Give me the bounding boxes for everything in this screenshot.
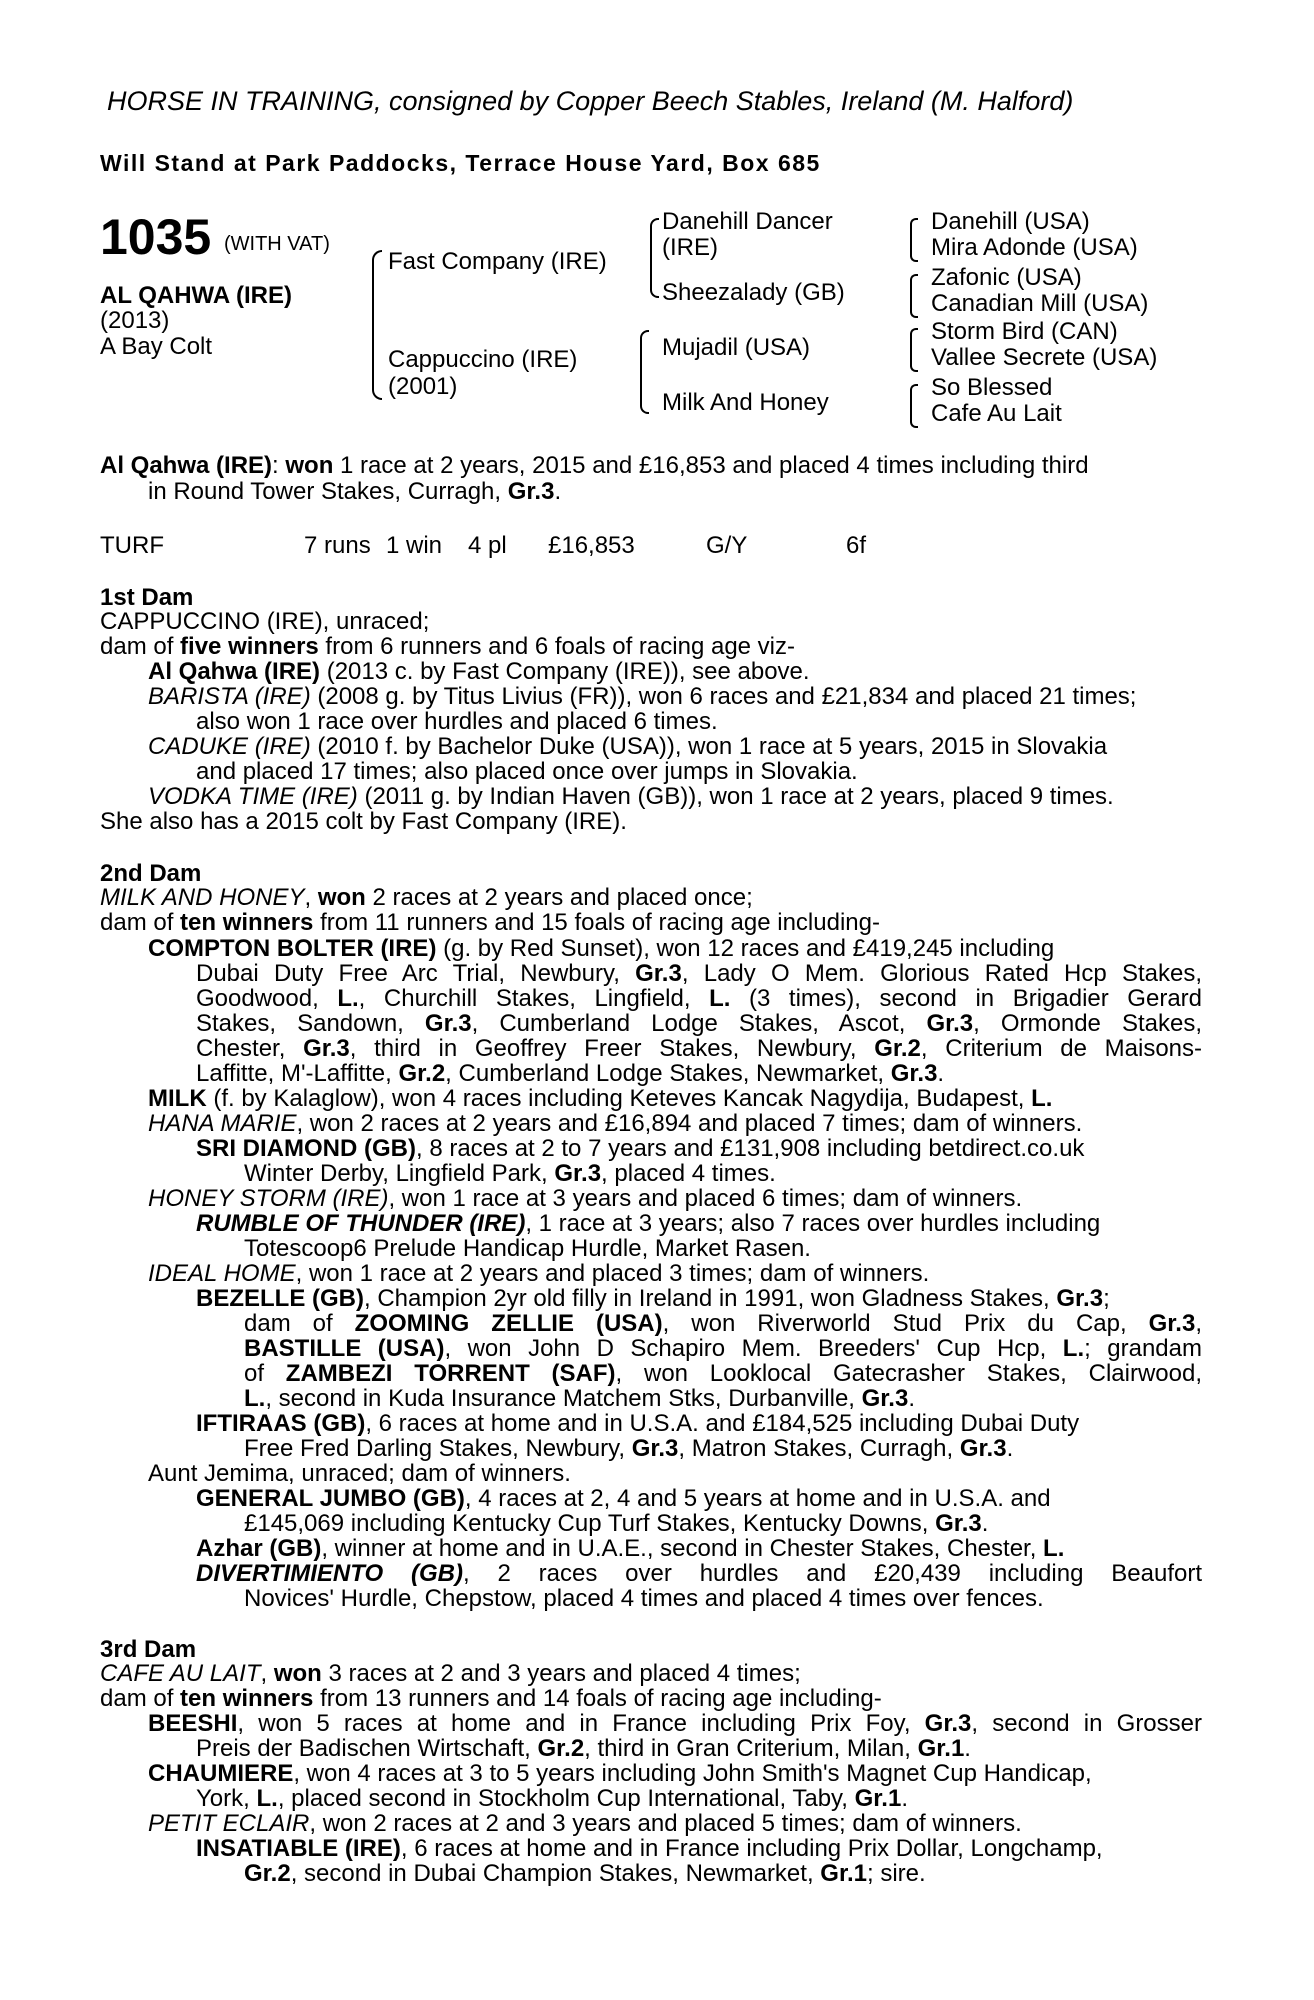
third-dam-line: CAFE AU LAIT, won 3 races at 2 and 3 years and placed 4 times; (100, 1660, 801, 1687)
pedigree-bracket-g3 (910, 328, 918, 372)
lot-number: 1035 (100, 209, 212, 265)
pedigree-bracket-main (372, 250, 382, 400)
record-placed: 4 pl (468, 532, 507, 559)
summary-horse: Al Qahwa (IRE) (100, 452, 273, 479)
record-earnings: £16,853 (548, 532, 635, 559)
second-dam-line: SRI DIAMOND (GB), 8 races at 2 to 7 years and £131,908 including betdirect.co.uk (196, 1135, 1085, 1162)
first-dam-line: dam of five winners from 6 runners and 6 foals of racing age viz- (100, 633, 796, 660)
record-surface: TURF (100, 532, 164, 559)
dam: Cappuccino (IRE) (388, 346, 578, 373)
second-dam-line: IFTIRAAS (GB), 6 races at home and in U.S.A. and £184,525 including Dubai Duty (196, 1410, 1080, 1437)
record-distance: 6f (846, 532, 867, 559)
second-dam-line: RUMBLE OF THUNDER (IRE), 1 race at 3 years; also 7 races over hurdles including (196, 1210, 1101, 1237)
second-dam-line: COMPTON BOLTER (IRE) (g. by Red Sunset), won 12 races and £419,245 including (148, 935, 1055, 962)
stand-location: Will Stand at Park Paddocks, Terrace House Yard, Box 685 (100, 150, 821, 176)
summary-line-1: Al Qahwa (IRE): won 1 race at 2 years, 2015 and £16,853 and placed 4 times including third (100, 452, 1089, 479)
second-dam-line: Chester, Gr.3, third in Geoffrey Freer Stakes, Newbury, Gr.2, Criterium de Maisons- (196, 1035, 1203, 1062)
dam-dam: Milk And Honey (662, 389, 829, 416)
pedigree-bracket-g2 (910, 274, 918, 318)
third-dam-line: BEESHI, won 5 races at home and in France including Prix Foy, Gr.3, second in Grosser (148, 1710, 1202, 1737)
gsire-3: Storm Bird (CAN) (931, 318, 1118, 345)
second-dam-line: L., second in Kuda Insurance Matchem Stks, Durbanville, Gr.3. (244, 1385, 915, 1412)
second-dam-line: dam of ZOOMING ZELLIE (USA), won Riverworld Stud Prix du Cap, Gr.3, (244, 1310, 1202, 1337)
second-dam-line: DIVERTIMIENTO (GB), 2 races over hurdles and £20,439 including Beaufort (196, 1560, 1202, 1587)
gsire-4: So Blessed (931, 374, 1053, 401)
third-dam-heading: 3rd Dam (100, 1636, 197, 1663)
gsire-1: Danehill (USA) (931, 208, 1090, 235)
second-dam-line: Aunt Jemima, unraced; dam of winners. (148, 1460, 571, 1487)
second-dam-line: GENERAL JUMBO (GB), 4 races at 2, 4 and 5 years at home and in U.S.A. and (196, 1485, 1051, 1512)
second-dam-line: MILK AND HONEY, won 2 races at 2 years and placed once; (100, 884, 753, 911)
record-going: G/Y (706, 532, 748, 559)
pedigree-bracket-dam (640, 330, 649, 414)
first-dam-heading: 1st Dam (100, 584, 194, 611)
second-dam-line: of ZAMBEZI TORRENT (SAF), won Looklocal Gatecrasher Stakes, Clairwood, (244, 1360, 1202, 1387)
third-dam-line: Preis der Badischen Wirtschaft, Gr.2, third in Gran Criterium, Milan, Gr.1. (196, 1735, 971, 1762)
second-dam-line: Novices' Hurdle, Chepstow, placed 4 times and placed 4 times over fences. (244, 1585, 1044, 1612)
sire: Fast Company (IRE) (388, 248, 607, 275)
second-dam-line: Free Fred Darling Stakes, Newbury, Gr.3, Matron Stakes, Curragh, Gr.3. (244, 1435, 1014, 1462)
second-dam-line: dam of ten winners from 11 runners and 15 foals of racing age including- (100, 909, 880, 936)
second-dam-line: HONEY STORM (IRE), won 1 race at 3 years and placed 6 times; dam of winners. (148, 1185, 1023, 1212)
vat-note: (WITH VAT) (224, 233, 330, 255)
second-dam-line: Winter Derby, Lingfield Park, Gr.3, placed 4 times. (244, 1160, 776, 1187)
third-dam-line: INSATIABLE (IRE), 6 races at home and in France including Prix Dollar, Longchamp, (196, 1835, 1103, 1862)
second-dam-line: BASTILLE (USA), won John D Schapiro Mem. Breeders' Cup Hcp, L.; grandam (244, 1335, 1202, 1362)
consignment-title: HORSE IN TRAINING, consigned by Copper Beech Stables, Ireland (M. Halford) (107, 86, 1074, 116)
third-dam-line: York, L., placed second in Stockholm Cup International, Taby, Gr.1. (196, 1785, 908, 1812)
pedigree-bracket-g4 (910, 384, 918, 428)
third-dam-line: Gr.2, second in Dubai Champion Stakes, Newmarket, Gr.1; sire. (244, 1860, 926, 1887)
second-dam-line: Totescoop6 Prelude Handicap Hurdle, Market Rasen. (244, 1235, 811, 1262)
horse-description: A Bay Colt (100, 333, 213, 360)
second-dam-line: Stakes, Sandown, Gr.3, Cumberland Lodge Stakes, Ascot, Gr.3, Ormonde Stakes, (196, 1010, 1203, 1037)
dam-sire: Mujadil (USA) (662, 334, 811, 361)
second-dam-line: MILK (f. by Kalaglow), won 4 races including Keteves Kancak Nagydija, Budapest, L. (148, 1085, 1053, 1112)
first-dam-line: CADUKE (IRE) (2010 f. by Bachelor Duke (USA)), won 1 race at 5 years, 2015 in Slovakia (148, 733, 1108, 760)
pedigree-bracket-sire (650, 218, 659, 298)
second-dam-line: IDEAL HOME, won 1 race at 2 years and placed 3 times; dam of winners. (148, 1260, 930, 1287)
foaling-year: (2013) (100, 307, 170, 334)
gdam-4: Cafe Au Lait (931, 400, 1062, 427)
first-dam-line: VODKA TIME (IRE) (2011 g. by Indian Haven (GB)), won 1 race at 2 years, placed 9 times. (148, 783, 1114, 810)
second-dam-line: Laffitte, M'-Laffitte, Gr.2, Cumberland Lodge Stakes, Newmarket, Gr.3. (196, 1060, 945, 1087)
gdam-2: Canadian Mill (USA) (931, 290, 1149, 317)
first-dam-line: She also has a 2015 colt by Fast Company (IRE). (100, 808, 627, 835)
sire-sire: Danehill Dancer (662, 208, 833, 235)
first-dam-line: and placed 17 times; also placed once over jumps in Slovakia. (196, 758, 858, 785)
third-dam-line: PETIT ECLAIR, won 2 races at 2 and 3 years and placed 5 times; dam of winners. (148, 1810, 1022, 1837)
third-dam-line: CHAUMIERE, won 4 races at 3 to 5 years including John Smith's Magnet Cup Handicap, (148, 1760, 1092, 1787)
dam-year: (2001) (388, 373, 458, 400)
second-dam-line: BEZELLE (GB), Champion 2yr old filly in Ireland in 1991, won Gladness Stakes, Gr.3; (196, 1285, 1110, 1312)
first-dam-line: BARISTA (IRE) (2008 g. by Titus Livius (FR)), won 6 races and £21,834 and placed 21 times; (148, 683, 1137, 710)
first-dam-line: CAPPUCCINO (IRE), unraced; (100, 608, 430, 635)
pedigree-bracket-g1 (910, 218, 918, 262)
summary-line-2: in Round Tower Stakes, Curragh, Gr.3. (148, 478, 562, 505)
gdam-1: Mira Adonde (USA) (931, 234, 1138, 261)
first-dam-line: also won 1 race over hurdles and placed 6 times. (196, 708, 718, 735)
first-dam-line: Al Qahwa (IRE) (2013 c. by Fast Company (IRE)), see above. (148, 658, 810, 685)
third-dam-line: dam of ten winners from 13 runners and 14 foals of racing age including- (100, 1685, 882, 1712)
second-dam-line: Azhar (GB), winner at home and in U.A.E., second in Chester Stakes, Chester, L. (196, 1535, 1065, 1562)
second-dam-line: Goodwood, L., Churchill Stakes, Lingfield, L. (3 times), second in Brigadier Gerard (196, 985, 1203, 1012)
gsire-2: Zafonic (USA) (931, 264, 1082, 291)
gdam-3: Vallee Secrete (USA) (931, 344, 1158, 371)
record-wins: 1 win (386, 532, 443, 559)
second-dam-line: £145,069 including Kentucky Cup Turf Stakes, Kentucky Downs, Gr.3. (244, 1510, 989, 1537)
sire-dam: Sheezalady (GB) (662, 279, 845, 306)
second-dam-line: HANA MARIE, won 2 races at 2 years and £16,894 and placed 7 times; dam of winners. (148, 1110, 1083, 1137)
record-runs: 7 runs (304, 532, 371, 559)
horse-name: AL QAHWA (IRE) (100, 282, 292, 309)
second-dam-heading: 2nd Dam (100, 860, 202, 887)
sire-sire-country: (IRE) (662, 234, 718, 261)
second-dam-line: Dubai Duty Free Arc Trial, Newbury, Gr.3, Lady O Mem. Glorious Rated Hcp Stakes, (196, 960, 1202, 987)
